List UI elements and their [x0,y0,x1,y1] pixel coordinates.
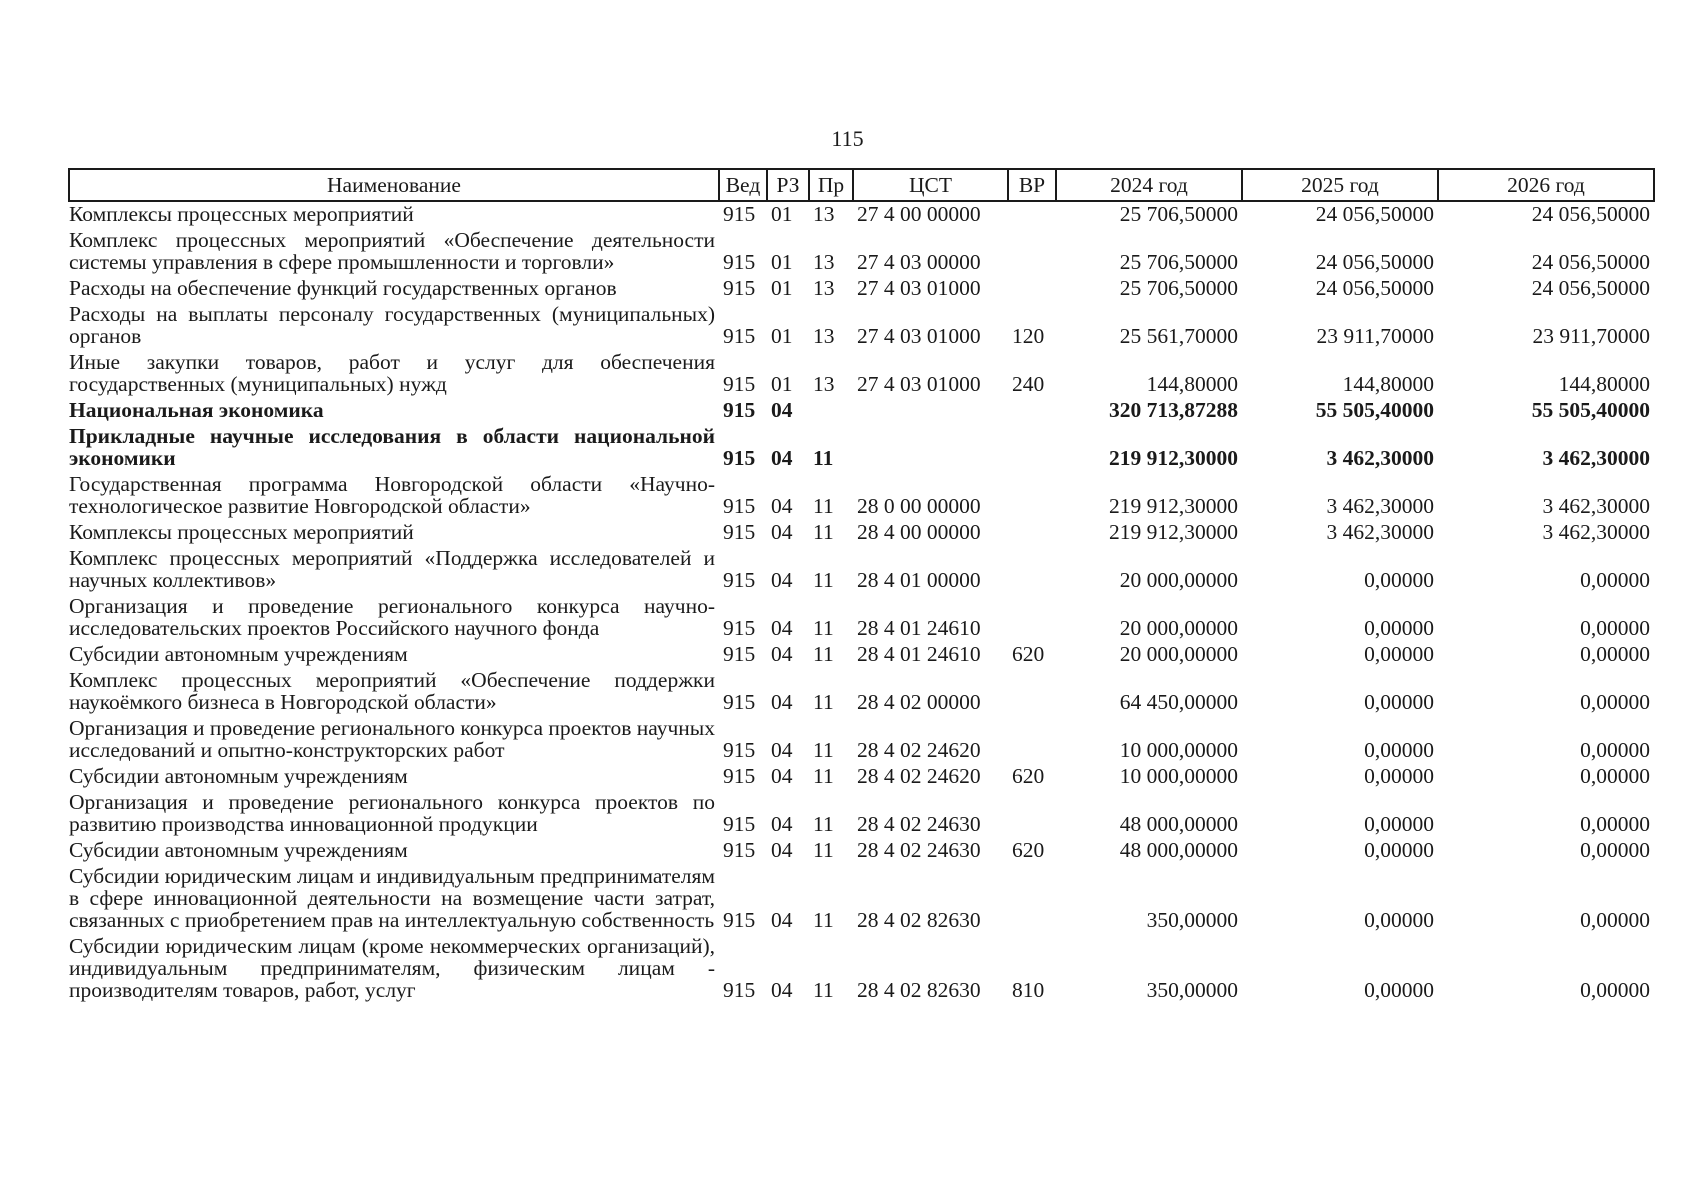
cell-cst: 27 4 00 00000 [857,202,981,226]
cell-ved: 915 [723,642,756,666]
cell-rz: 04 [771,838,793,862]
cell-name: Расходы на обеспечение функций государственных органов [69,276,617,300]
cell-2025: 3 462,30000 [1326,520,1434,544]
cell-rz: 04 [771,908,793,932]
cell-rz: 01 [771,276,793,300]
cell-2026: 24 056,50000 [1531,250,1650,274]
cell-2026: 3 462,30000 [1542,494,1650,518]
cell-vr: 240 [1012,372,1045,396]
cell-pr: 13 [813,324,835,348]
page-number: 115 [831,126,864,151]
cell-2025: 3 462,30000 [1326,446,1434,470]
cell-2024: 20 000,00000 [1119,568,1238,592]
cell-2024: 25 706,50000 [1119,250,1238,274]
cell-rz: 04 [771,642,793,666]
cell-pr: 11 [813,838,834,862]
cell-rz: 04 [771,690,793,714]
cell-name: Субсидии автономным учреждениям [69,642,408,666]
table-row [69,201,1654,228]
table-header [69,169,1654,201]
cell-cst [853,398,1008,424]
cell-vr: 810 [1012,978,1045,1002]
cell-2026: 0,00000 [1580,764,1650,788]
cell-2024: 10 000,00000 [1119,738,1238,762]
cell-name: Комплексы процессных мероприятий [69,520,414,544]
cell-rz: 01 [771,202,793,226]
cell-cst: 27 4 03 00000 [857,250,981,274]
cell-vr [1008,790,1056,838]
cell-pr: 11 [813,764,834,788]
cell-cst: 28 4 02 82630 [857,978,981,1002]
cell-2026: 55 505,40000 [1531,398,1650,422]
cell-2026: 0,00000 [1580,568,1650,592]
cell-ved: 915 [723,202,756,226]
cell-rz: 01 [771,324,793,348]
cell-pr: 13 [813,372,835,396]
cell-cst: 28 4 02 00000 [857,690,981,714]
cell-ved: 915 [723,838,756,862]
cell-vr [1008,228,1056,276]
cell-cst: 28 4 02 82630 [857,908,981,932]
cell-2024: 144,80000 [1146,372,1238,396]
table-row [69,594,1654,642]
cell-vr [1008,864,1056,934]
cell-2024: 219 912,30000 [1109,520,1238,544]
table-body [69,201,1654,1004]
cell-pr: 13 [813,250,835,274]
cell-ved: 915 [723,568,756,592]
cell-pr: 11 [813,520,834,544]
cell-ved: 915 [723,276,756,300]
cell-2024: 10 000,00000 [1119,764,1238,788]
cell-ved: 915 [723,812,756,836]
cell-2025: 144,80000 [1342,372,1434,396]
table-row [69,838,1654,864]
cell-ved: 915 [723,908,756,932]
cell-vr [1008,594,1056,642]
cell-pr: 11 [813,690,834,714]
cell-ved: 915 [723,446,756,470]
cell-rz: 04 [771,520,793,544]
cell-pr: 11 [813,978,834,1002]
cell-2024: 48 000,00000 [1119,838,1238,862]
cell-2026: 3 462,30000 [1542,446,1650,470]
cell-pr: 13 [813,276,835,300]
cell-2024: 350,00000 [1146,908,1238,932]
cell-2024: 320 713,87288 [1109,398,1238,422]
cell-name: Комплекс процессных мероприятий «Обеспечение деятельности системы управления в сфере промышленности и торговли» [69,228,715,274]
table-row [69,790,1654,838]
cell-vr [1008,546,1056,594]
cell-2025: 0,00000 [1364,978,1434,1002]
cell-2024: 25 706,50000 [1119,276,1238,300]
header-2024: 2024 год [1056,169,1242,201]
cell-name: Организация и проведение регионального конкурса научно-исследовательских проектов Российского научного фонда [69,594,715,640]
cell-name: Прикладные научные исследования в области национальной экономики [69,424,715,470]
cell-cst: 28 4 02 24630 [857,812,981,836]
cell-vr [1008,398,1056,424]
cell-2026: 24 056,50000 [1531,202,1650,226]
table-row [69,642,1654,668]
cell-name: Иные закупки товаров, работ и услуг для обеспечения государственных (муниципальных) нужд [69,350,715,396]
cell-2025: 3 462,30000 [1326,494,1434,518]
cell-2025: 0,00000 [1364,812,1434,836]
cell-pr: 11 [813,494,834,518]
cell-name: Субсидии автономным учреждениям [69,838,408,862]
cell-vr: 120 [1012,324,1045,348]
cell-2025: 55 505,40000 [1315,398,1434,422]
cell-2025: 0,00000 [1364,616,1434,640]
cell-pr [809,398,853,424]
cell-vr [1008,276,1056,302]
table-row [69,424,1654,472]
table-row [69,864,1654,934]
cell-name: Расходы на выплаты персоналу государственных (муниципальных) органов [69,302,715,348]
cell-2024: 219 912,30000 [1109,446,1238,470]
header-row [69,169,1654,201]
cell-cst: 28 4 01 00000 [857,568,981,592]
cell-2026: 144,80000 [1558,372,1650,396]
cell-name: Комплекс процессных мероприятий «Поддержка исследователей и научных коллективов» [69,546,715,592]
cell-name: Комплексы процессных мероприятий [69,202,414,226]
cell-rz: 04 [771,616,793,640]
cell-2025: 0,00000 [1364,838,1434,862]
cell-2024: 48 000,00000 [1119,812,1238,836]
cell-2025: 0,00000 [1364,642,1434,666]
cell-2024: 20 000,00000 [1119,616,1238,640]
cell-2025: 24 056,50000 [1315,276,1434,300]
cell-cst: 27 4 03 01000 [857,276,981,300]
cell-rz: 04 [771,398,793,422]
cell-2026: 0,00000 [1580,642,1650,666]
cell-cst: 28 4 02 24630 [857,838,981,862]
cell-vr [1008,424,1056,472]
cell-vr: 620 [1012,838,1045,862]
cell-ved: 915 [723,738,756,762]
cell-pr: 11 [813,642,834,666]
cell-vr: 620 [1012,642,1045,666]
cell-2026: 3 462,30000 [1542,520,1650,544]
cell-rz: 04 [771,568,793,592]
table-row [69,668,1654,716]
cell-cst: 28 4 01 24610 [857,642,981,666]
table-row [69,546,1654,594]
cell-name: Субсидии юридическим лицам и индивидуальным предпринимателям в сфере инновационной деятельности на возмещение части затрат, связанных с приобретением прав на интеллектуальную собственность [69,864,715,932]
cell-pr: 11 [813,568,834,592]
cell-ved: 915 [723,520,756,544]
cell-cst [853,424,1008,472]
table-row [69,520,1654,546]
cell-2026: 0,00000 [1580,690,1650,714]
header-name: Наименование [69,169,719,201]
cell-2025: 0,00000 [1364,764,1434,788]
cell-cst: 28 0 00 00000 [857,494,981,518]
cell-vr [1008,472,1056,520]
cell-name: Субсидии автономным учреждениям [69,764,408,788]
cell-2026: 0,00000 [1580,616,1650,640]
cell-vr [1008,201,1056,228]
header-ved: Вед [719,169,767,201]
cell-vr [1008,716,1056,764]
cell-2025: 24 056,50000 [1315,202,1434,226]
budget-table [68,168,1655,1004]
cell-2026: 24 056,50000 [1531,276,1650,300]
cell-pr: 13 [813,202,835,226]
table-row [69,350,1654,398]
cell-cst: 28 4 01 24610 [857,616,981,640]
cell-cst: 28 4 02 24620 [857,764,981,788]
cell-rz: 04 [771,978,793,1002]
cell-2025: 0,00000 [1364,690,1434,714]
cell-2026: 23 911,70000 [1532,324,1650,348]
cell-2026: 0,00000 [1580,908,1650,932]
cell-rz: 01 [771,250,793,274]
cell-vr [1008,520,1056,546]
table-row [69,472,1654,520]
cell-rz: 04 [771,446,793,470]
table-row [69,398,1654,424]
cell-pr: 11 [813,812,834,836]
cell-name: Субсидии юридическим лицам (кроме некоммерческих организаций), индивидуальным предпринимателям, физическим лицам - производителям товаров, работ, услуг [69,934,715,1002]
cell-pr: 11 [813,446,834,470]
cell-ved: 915 [723,250,756,274]
cell-name: Организация и проведение регионального конкурса проектов по развитию производства инновационной продукции [69,790,715,836]
cell-2024: 64 450,00000 [1119,690,1238,714]
cell-2026: 0,00000 [1580,838,1650,862]
table-row [69,276,1654,302]
cell-pr: 11 [813,738,834,762]
cell-2024: 25 706,50000 [1119,202,1238,226]
cell-2024: 25 561,70000 [1119,324,1238,348]
cell-2026: 0,00000 [1580,738,1650,762]
cell-name: Государственная программа Новгородской области «Научно-технологическое развитие Новгородской области» [69,472,715,518]
cell-2025: 24 056,50000 [1315,250,1434,274]
cell-ved: 915 [723,494,756,518]
table-row [69,228,1654,276]
table-row [69,302,1654,350]
header-rz: РЗ [767,169,809,201]
table-row [69,764,1654,790]
cell-2025: 23 911,70000 [1316,324,1434,348]
header-pr: Пр [809,169,853,201]
cell-rz: 04 [771,764,793,788]
cell-rz: 01 [771,372,793,396]
cell-cst: 28 4 02 24620 [857,738,981,762]
cell-pr: 11 [813,908,834,932]
cell-2025: 0,00000 [1364,908,1434,932]
cell-ved: 915 [723,690,756,714]
cell-2025: 0,00000 [1364,738,1434,762]
header-2025: 2025 год [1242,169,1438,201]
cell-2024: 350,00000 [1146,978,1238,1002]
cell-cst: 27 4 03 01000 [857,324,981,348]
cell-2026: 0,00000 [1580,978,1650,1002]
cell-2024: 20 000,00000 [1119,642,1238,666]
cell-rz: 04 [771,738,793,762]
cell-cst: 28 4 00 00000 [857,520,981,544]
cell-vr [1008,668,1056,716]
cell-rz: 04 [771,494,793,518]
cell-rz: 04 [771,812,793,836]
cell-ved: 915 [723,372,756,396]
header-cst: ЦСТ [853,169,1008,201]
cell-name: Комплекс процессных мероприятий «Обеспечение поддержки наукоёмкого бизнеса в Новгородской области» [69,668,715,714]
cell-ved: 915 [723,616,756,640]
table-row [69,934,1654,1004]
cell-name: Национальная экономика [69,398,324,422]
cell-vr: 620 [1012,764,1045,788]
cell-2025: 0,00000 [1364,568,1434,592]
cell-cst: 27 4 03 01000 [857,372,981,396]
cell-pr: 11 [813,616,834,640]
header-vr: ВР [1008,169,1056,201]
header-2026: 2026 год [1438,169,1654,201]
cell-ved: 915 [723,324,756,348]
table-row [69,716,1654,764]
cell-2024: 219 912,30000 [1109,494,1238,518]
cell-ved: 915 [723,978,756,1002]
cell-ved: 915 [723,764,756,788]
cell-2026: 0,00000 [1580,812,1650,836]
cell-ved: 915 [723,398,756,422]
cell-name: Организация и проведение регионального конкурса проектов научных исследований и опытно-конструкторских работ [69,716,715,762]
